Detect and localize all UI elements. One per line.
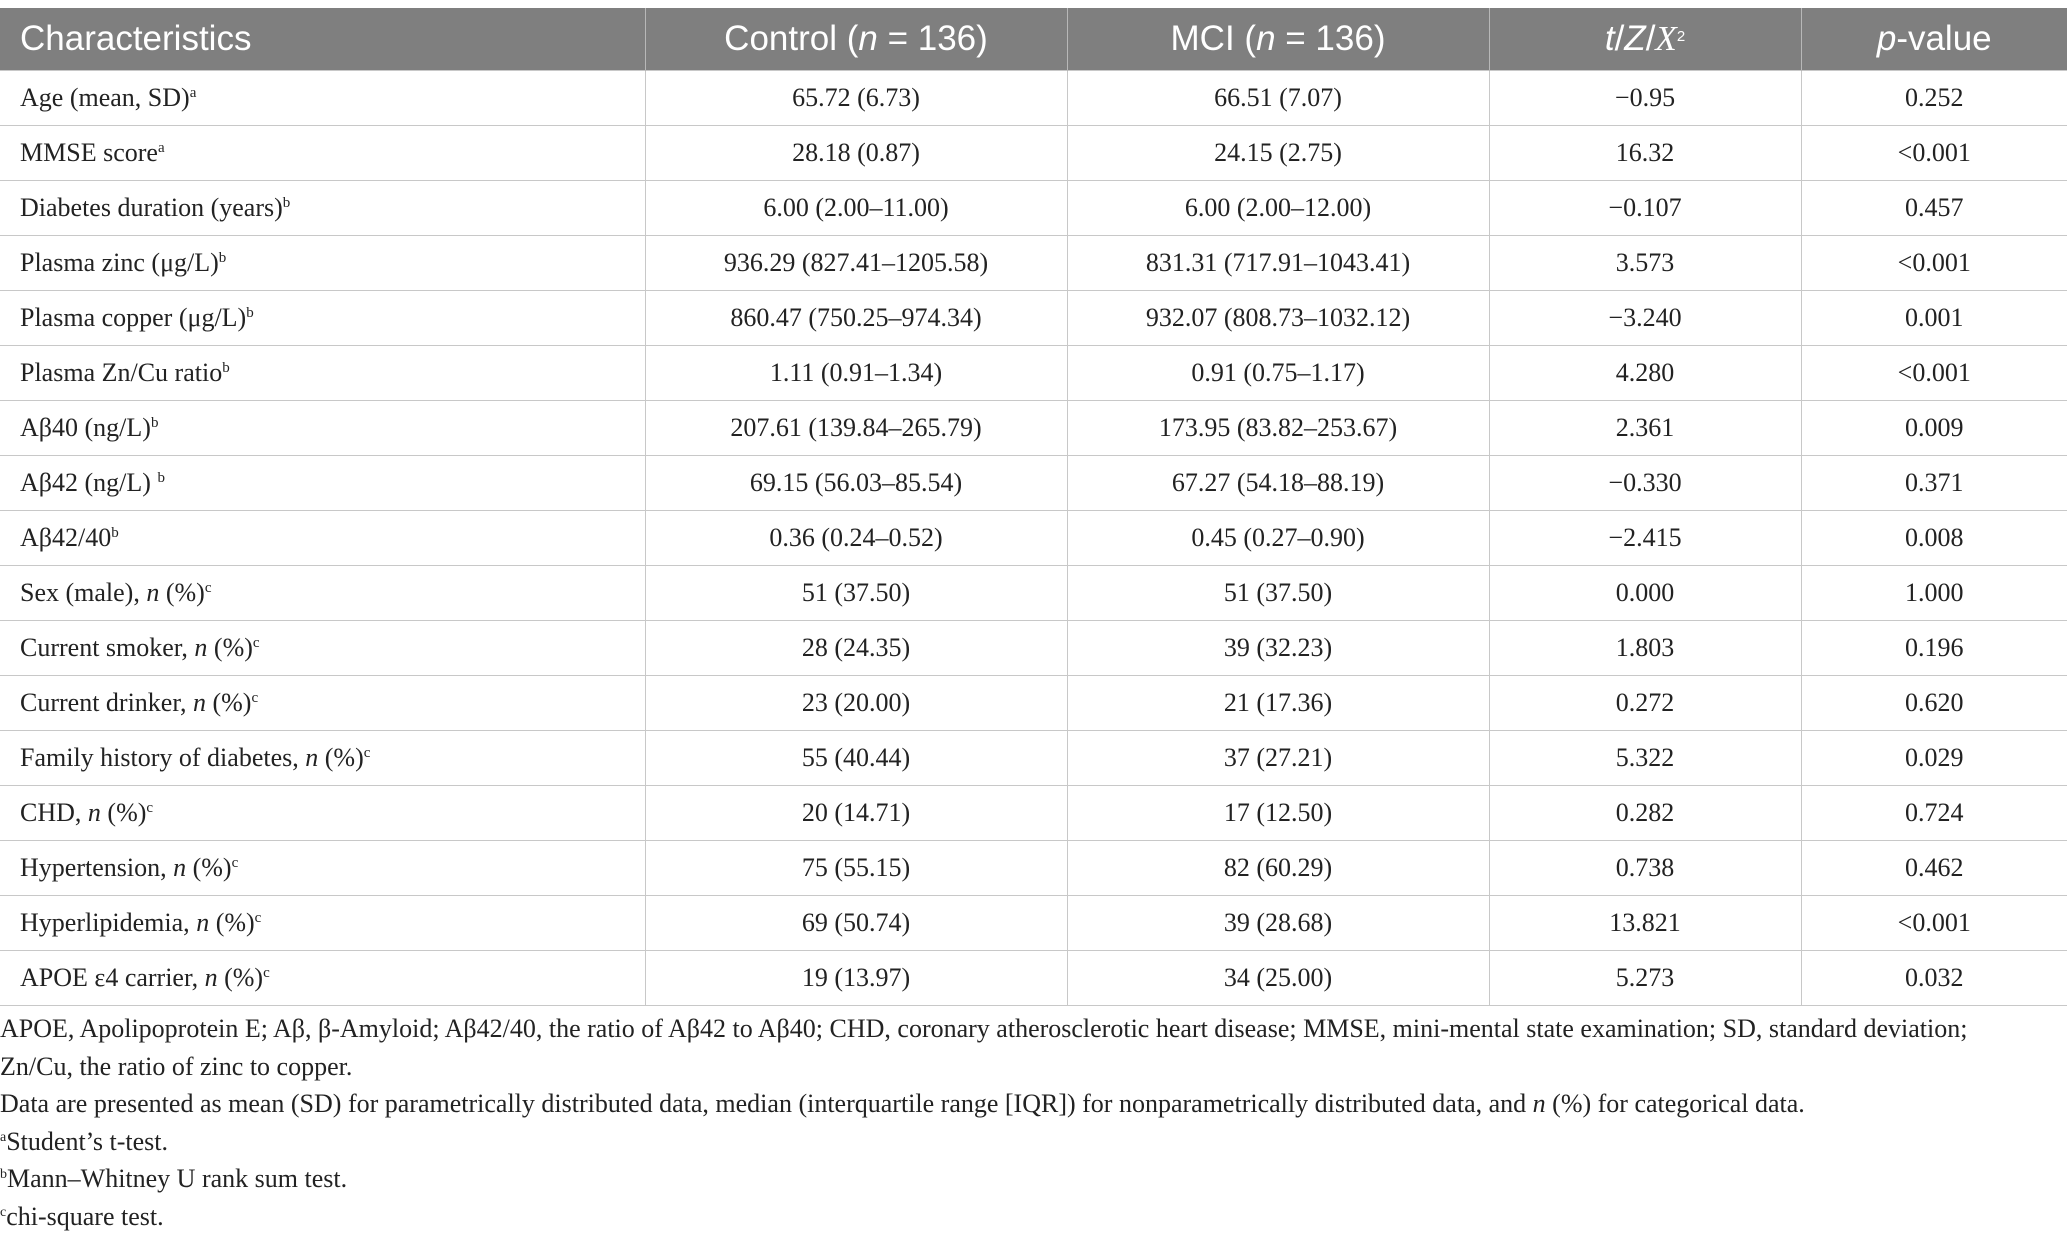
row-characteristic-cell [0,125,645,180]
row-label-tail: (%) [217,962,264,992]
row-label-tail: (%) [159,577,205,607]
p-value-cell: 0.008 [1801,510,2067,565]
statistic-value-cell: 2.361 [1489,400,1801,455]
p-value-cell: 0.371 [1801,455,2067,510]
row-label: Plasma Zn/Cu ratio [20,357,223,387]
control-value-cell: 207.61 (139.84–265.79) [645,400,1067,455]
row-characteristic-cell [0,565,645,620]
p-value-cell: <0.001 [1801,235,2067,290]
table-row [0,70,2067,125]
row-footnote-mark: c [204,579,212,596]
statistic-value-cell: −0.330 [1489,455,1801,510]
statistic-value-cell: 0.000 [1489,565,1801,620]
header-characteristics: Characteristics [20,18,252,58]
row-label-tail: (%) [207,632,253,662]
footnote-c: $^c$chi-square test. [0,1201,164,1231]
row-label-tail: (%) [318,742,364,772]
p-value-cell: 0.620 [1801,675,2067,730]
row-label: Diabetes duration (years) [20,192,283,222]
row-footnote-mark: c [231,854,239,871]
p-value-cell: 0.032 [1801,950,2067,1005]
table-row [0,125,2067,180]
row-characteristic-cell [0,950,645,1005]
row-footnote-mark: c [251,689,259,706]
table-row [0,840,2067,895]
row-label: Plasma zinc (μg/L) [20,247,219,277]
control-value-cell: 65.72 (6.73) [645,70,1067,125]
mci-value-cell: 24.15 (2.75) [1067,125,1489,180]
control-value-cell: 936.29 (827.41–1205.58) [645,235,1067,290]
row-label-n: n [87,797,101,827]
statistic-value-cell: 4.280 [1489,345,1801,400]
mci-value-cell: 67.27 (54.18–88.19) [1067,455,1489,510]
p-value-cell: 0.029 [1801,730,2067,785]
control-value-cell: 23 (20.00) [645,675,1067,730]
row-label-n: n [196,907,210,937]
row-footnote-mark: b [222,359,230,376]
row-footnote-mark: c [252,634,260,651]
characteristics-table [0,8,2067,1006]
p-value-cell: 0.457 [1801,180,2067,235]
table-row [0,895,2067,950]
row-characteristic-cell [0,895,645,950]
control-value-cell: 55 (40.44) [645,730,1067,785]
row-characteristic-cell [0,290,645,345]
row-label-tail: (%) [186,852,232,882]
row-label-tail: (%) [205,687,252,717]
footnote-b: $^b$Mann–Whitney U rank sum test. [0,1164,348,1193]
row-characteristic-cell [0,70,645,125]
mci-value-cell: 831.31 (717.91–1043.41) [1067,235,1489,290]
statistic-value-cell: 3.573 [1489,235,1801,290]
row-footnote-mark: a [157,139,165,156]
row-footnote-mark: b [111,524,119,541]
statistic-value-cell: 0.282 [1489,785,1801,840]
row-footnote-mark: b [157,469,165,486]
row-footnote-mark: c [263,964,270,981]
control-value-cell: 28.18 (0.87) [645,125,1067,180]
row-label: Current smoker, [20,632,195,662]
statistic-value-cell: 0.738 [1489,840,1801,895]
p-value-cell: 0.724 [1801,785,2067,840]
mci-value-cell: 6.00 (2.00–12.00) [1067,180,1489,235]
statistic-value-cell: 16.32 [1489,125,1801,180]
row-label: Sex (male), [20,577,147,607]
table-row [0,510,2067,565]
statistic-value-cell: −3.240 [1489,290,1801,345]
mci-value-cell: 82 (60.29) [1067,840,1489,895]
row-label: Plasma copper (μg/L) [20,302,247,332]
row-label: Age (mean, SD) [20,82,190,112]
row-label-n: n [204,962,218,992]
table-header-row [0,8,2067,70]
row-label: Aβ40 (ng/L) [20,412,151,442]
mci-value-cell: 34 (25.00) [1067,950,1489,1005]
p-value-cell: <0.001 [1801,125,2067,180]
control-value-cell: 6.00 (2.00–11.00) [645,180,1067,235]
statistic-value-cell: −0.95 [1489,70,1801,125]
statistic-value-cell: 0.272 [1489,675,1801,730]
row-footnote-mark: b [218,249,227,266]
control-value-cell: 20 (14.71) [645,785,1067,840]
header-control: Control (n = 136) [645,8,1067,70]
mci-value-cell: 39 (32.23) [1067,620,1489,675]
p-value-cell: 0.196 [1801,620,2067,675]
statistic-value-cell: −2.415 [1489,510,1801,565]
row-characteristic-cell [0,730,645,785]
statistic-value-cell: 5.322 [1489,730,1801,785]
row-label-tail: (%) [100,797,147,827]
data-presentation-note: Data are presented as mean (SD) for parametrically distributed data, median (interquartile range [IQR]) for nonparametrically distributed data, and n (%) for categorical data. [0,1089,1805,1118]
row-footnote-mark: c [146,799,154,816]
table-row [0,400,2067,455]
control-value-cell: 0.36 (0.24–0.52) [645,510,1067,565]
row-characteristic-cell [0,455,645,510]
row-label: Hyperlipidemia, [20,907,197,937]
header-test-statistic: $t/Z/X^2$ [1489,8,1801,70]
abbreviations-note: APOE, Apolipoprotein E; Aβ, β-Amyloid; Aβ42/40, the ratio of Aβ42 to Aβ40; CHD, coronary atherosclerotic heart disease; MMSE, mini-mental state examination; SD, standard deviation; Zn/Cu, the ratio of zinc to copper. [0,1014,1968,1081]
row-characteristic-cell [0,235,645,290]
row-characteristic-cell [0,840,645,895]
table-row [0,730,2067,785]
mci-value-cell: 21 (17.36) [1067,675,1489,730]
mci-value-cell: 173.95 (83.82–253.67) [1067,400,1489,455]
row-characteristic-cell [0,620,645,675]
mci-value-cell: 17 (12.50) [1067,785,1489,840]
row-footnote-mark: b [150,414,159,431]
row-footnote-mark: c [254,909,262,926]
statistic-value-cell: −0.107 [1489,180,1801,235]
table-row [0,565,2067,620]
row-label: Aβ42/40 [20,522,112,552]
mci-value-cell: 0.91 (0.75–1.17) [1067,345,1489,400]
table-row [0,180,2067,235]
mci-value-cell: 932.07 (808.73–1032.12) [1067,290,1489,345]
p-value-cell: <0.001 [1801,895,2067,950]
statistic-value-cell: 13.821 [1489,895,1801,950]
table-row [0,455,2067,510]
control-value-cell: 51 (37.50) [645,565,1067,620]
table-row [0,620,2067,675]
row-label: Current drinker, [20,687,193,717]
control-value-cell: 860.47 (750.25–974.34) [645,290,1067,345]
row-characteristic-cell [0,400,645,455]
control-value-cell: 69 (50.74) [645,895,1067,950]
p-value-cell: 0.252 [1801,70,2067,125]
statistic-value-cell: 1.803 [1489,620,1801,675]
table-row [0,785,2067,840]
table-footnotes [0,1010,2060,1235]
row-characteristic-cell [0,510,645,565]
row-label-n: n [192,687,206,717]
row-footnote-mark: c [363,744,371,761]
mci-value-cell: 66.51 (7.07) [1067,70,1489,125]
p-value-cell: 0.462 [1801,840,2067,895]
p-value-cell: 1.000 [1801,565,2067,620]
table-row [0,675,2067,730]
p-value-cell: 0.009 [1801,400,2067,455]
row-label-n: n [173,852,187,882]
row-label: MMSE score [20,137,158,167]
table-row [0,345,2067,400]
row-label-n: n [146,577,160,607]
row-label: CHD, [20,797,88,827]
row-label-tail: (%) [209,907,255,937]
table-row [0,290,2067,345]
row-characteristic-cell [0,675,645,730]
table-row [0,235,2067,290]
row-label: Aβ42 (ng/L) [20,467,158,497]
statistic-value-cell: 5.273 [1489,950,1801,1005]
table-container [0,8,2067,1006]
control-value-cell: 19 (13.97) [645,950,1067,1005]
row-footnote-mark: b [246,304,254,321]
row-label-n: n [305,742,319,772]
control-value-cell: 75 (55.15) [645,840,1067,895]
mci-value-cell: 0.45 (0.27–0.90) [1067,510,1489,565]
p-value-cell: 0.001 [1801,290,2067,345]
footnote-a: $^a$Student’s t-test. [0,1126,168,1156]
control-value-cell: 69.15 (56.03–85.54) [645,455,1067,510]
header-mci: MCI (n = 136) [1067,8,1489,70]
row-label: Family history of diabetes, [20,742,306,772]
row-footnote-mark: b [282,194,291,211]
row-characteristic-cell [0,785,645,840]
header-p-value: p-value [1801,8,2067,70]
row-characteristic-cell [0,180,645,235]
mci-value-cell: 51 (37.50) [1067,565,1489,620]
p-value-cell: <0.001 [1801,345,2067,400]
row-footnote-mark: a [189,84,197,101]
row-label-n: n [194,632,208,662]
control-value-cell: 1.11 (0.91–1.34) [645,345,1067,400]
control-value-cell: 28 (24.35) [645,620,1067,675]
row-characteristic-cell [0,345,645,400]
mci-value-cell: 39 (28.68) [1067,895,1489,950]
mci-value-cell: 37 (27.21) [1067,730,1489,785]
row-label: APOE ε4 carrier, [20,962,205,992]
table-row [0,950,2067,1005]
row-label: Hypertension, [20,852,174,882]
